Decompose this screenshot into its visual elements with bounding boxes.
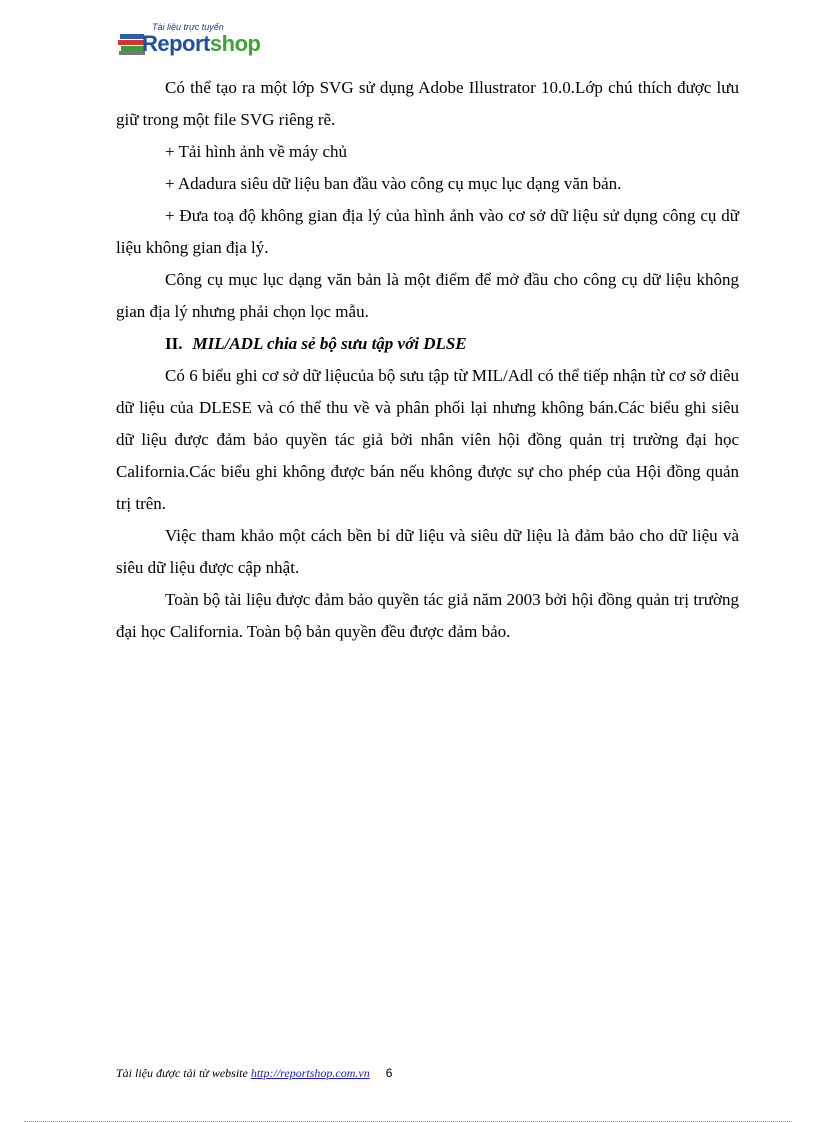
footer-link[interactable]: http://reportshop.com.vn xyxy=(250,1066,370,1080)
list-item: + Adadura siêu dữ liệu ban đầu vào công cụ mục lục dạng văn bản. xyxy=(165,174,622,193)
paragraph: Công cụ mục lục dạng văn bản là một điểm để mở đầu cho công cụ dữ liệu không gian địa lý nhưng phải chọn lọc mẫu. xyxy=(116,270,739,321)
paragraph: Có 6 biểu ghi cơ sở dữ liệucủa bộ sưu tập từ MIL/Adl có thể tiếp nhận từ cơ sở diêu dữ liệu của DLESE và có thể thu về và phân phối lại nhưng không bán.Các biểu ghi siêu dữ liệu được đảm bảo quyền tác giả bởi nhân viên hội đồng quản trị trường đại học California.Các biểu ghi không được bán nếu không được sự cho phép của Hội đồng quản trị trên. xyxy=(116,366,739,513)
section-number: II. xyxy=(165,334,183,353)
footer-text: Tài liệu được tải từ website xyxy=(116,1066,251,1080)
page-number: 6 xyxy=(385,1066,393,1080)
paragraph: Có thể tạo ra một lớp SVG sử dụng Adobe Illustrator 10.0.Lớp chú thích được lưu giữ trong một file SVG riêng rẽ. xyxy=(116,78,739,129)
logo-brand-report: Report xyxy=(142,31,210,56)
logo-tagline: Tài liệu trực tuyến xyxy=(152,22,224,32)
page-divider xyxy=(24,1121,792,1122)
section-heading xyxy=(116,328,739,360)
logo-brand xyxy=(142,31,260,57)
logo-brand-shop: shop xyxy=(209,31,261,56)
list-item: + Tải hình ảnh về máy chủ xyxy=(165,142,348,161)
page-footer xyxy=(116,1066,392,1081)
paragraph: Toàn bộ tài liệu được đảm bảo quyền tác giả năm 2003 bởi hội đồng quản trị trường đại học California. Toàn bộ bản quyền đều được đảm bảo. xyxy=(116,590,739,641)
document-body xyxy=(116,72,739,648)
list-item: + Đưa toạ độ không gian địa lý của hình ảnh vào cơ sở dữ liệu sử dụng công cụ dữ liệu không gian địa lý. xyxy=(116,206,739,257)
section-title: MIL/ADL chia sẻ bộ sưu tập với DLSE xyxy=(192,334,467,353)
paragraph: Việc tham khảo một cách bền bỉ dữ liệu và siêu dữ liệu là đảm bảo cho dữ liệu và siêu dữ liệu được cập nhật. xyxy=(116,526,739,577)
reportshop-logo xyxy=(118,22,288,60)
